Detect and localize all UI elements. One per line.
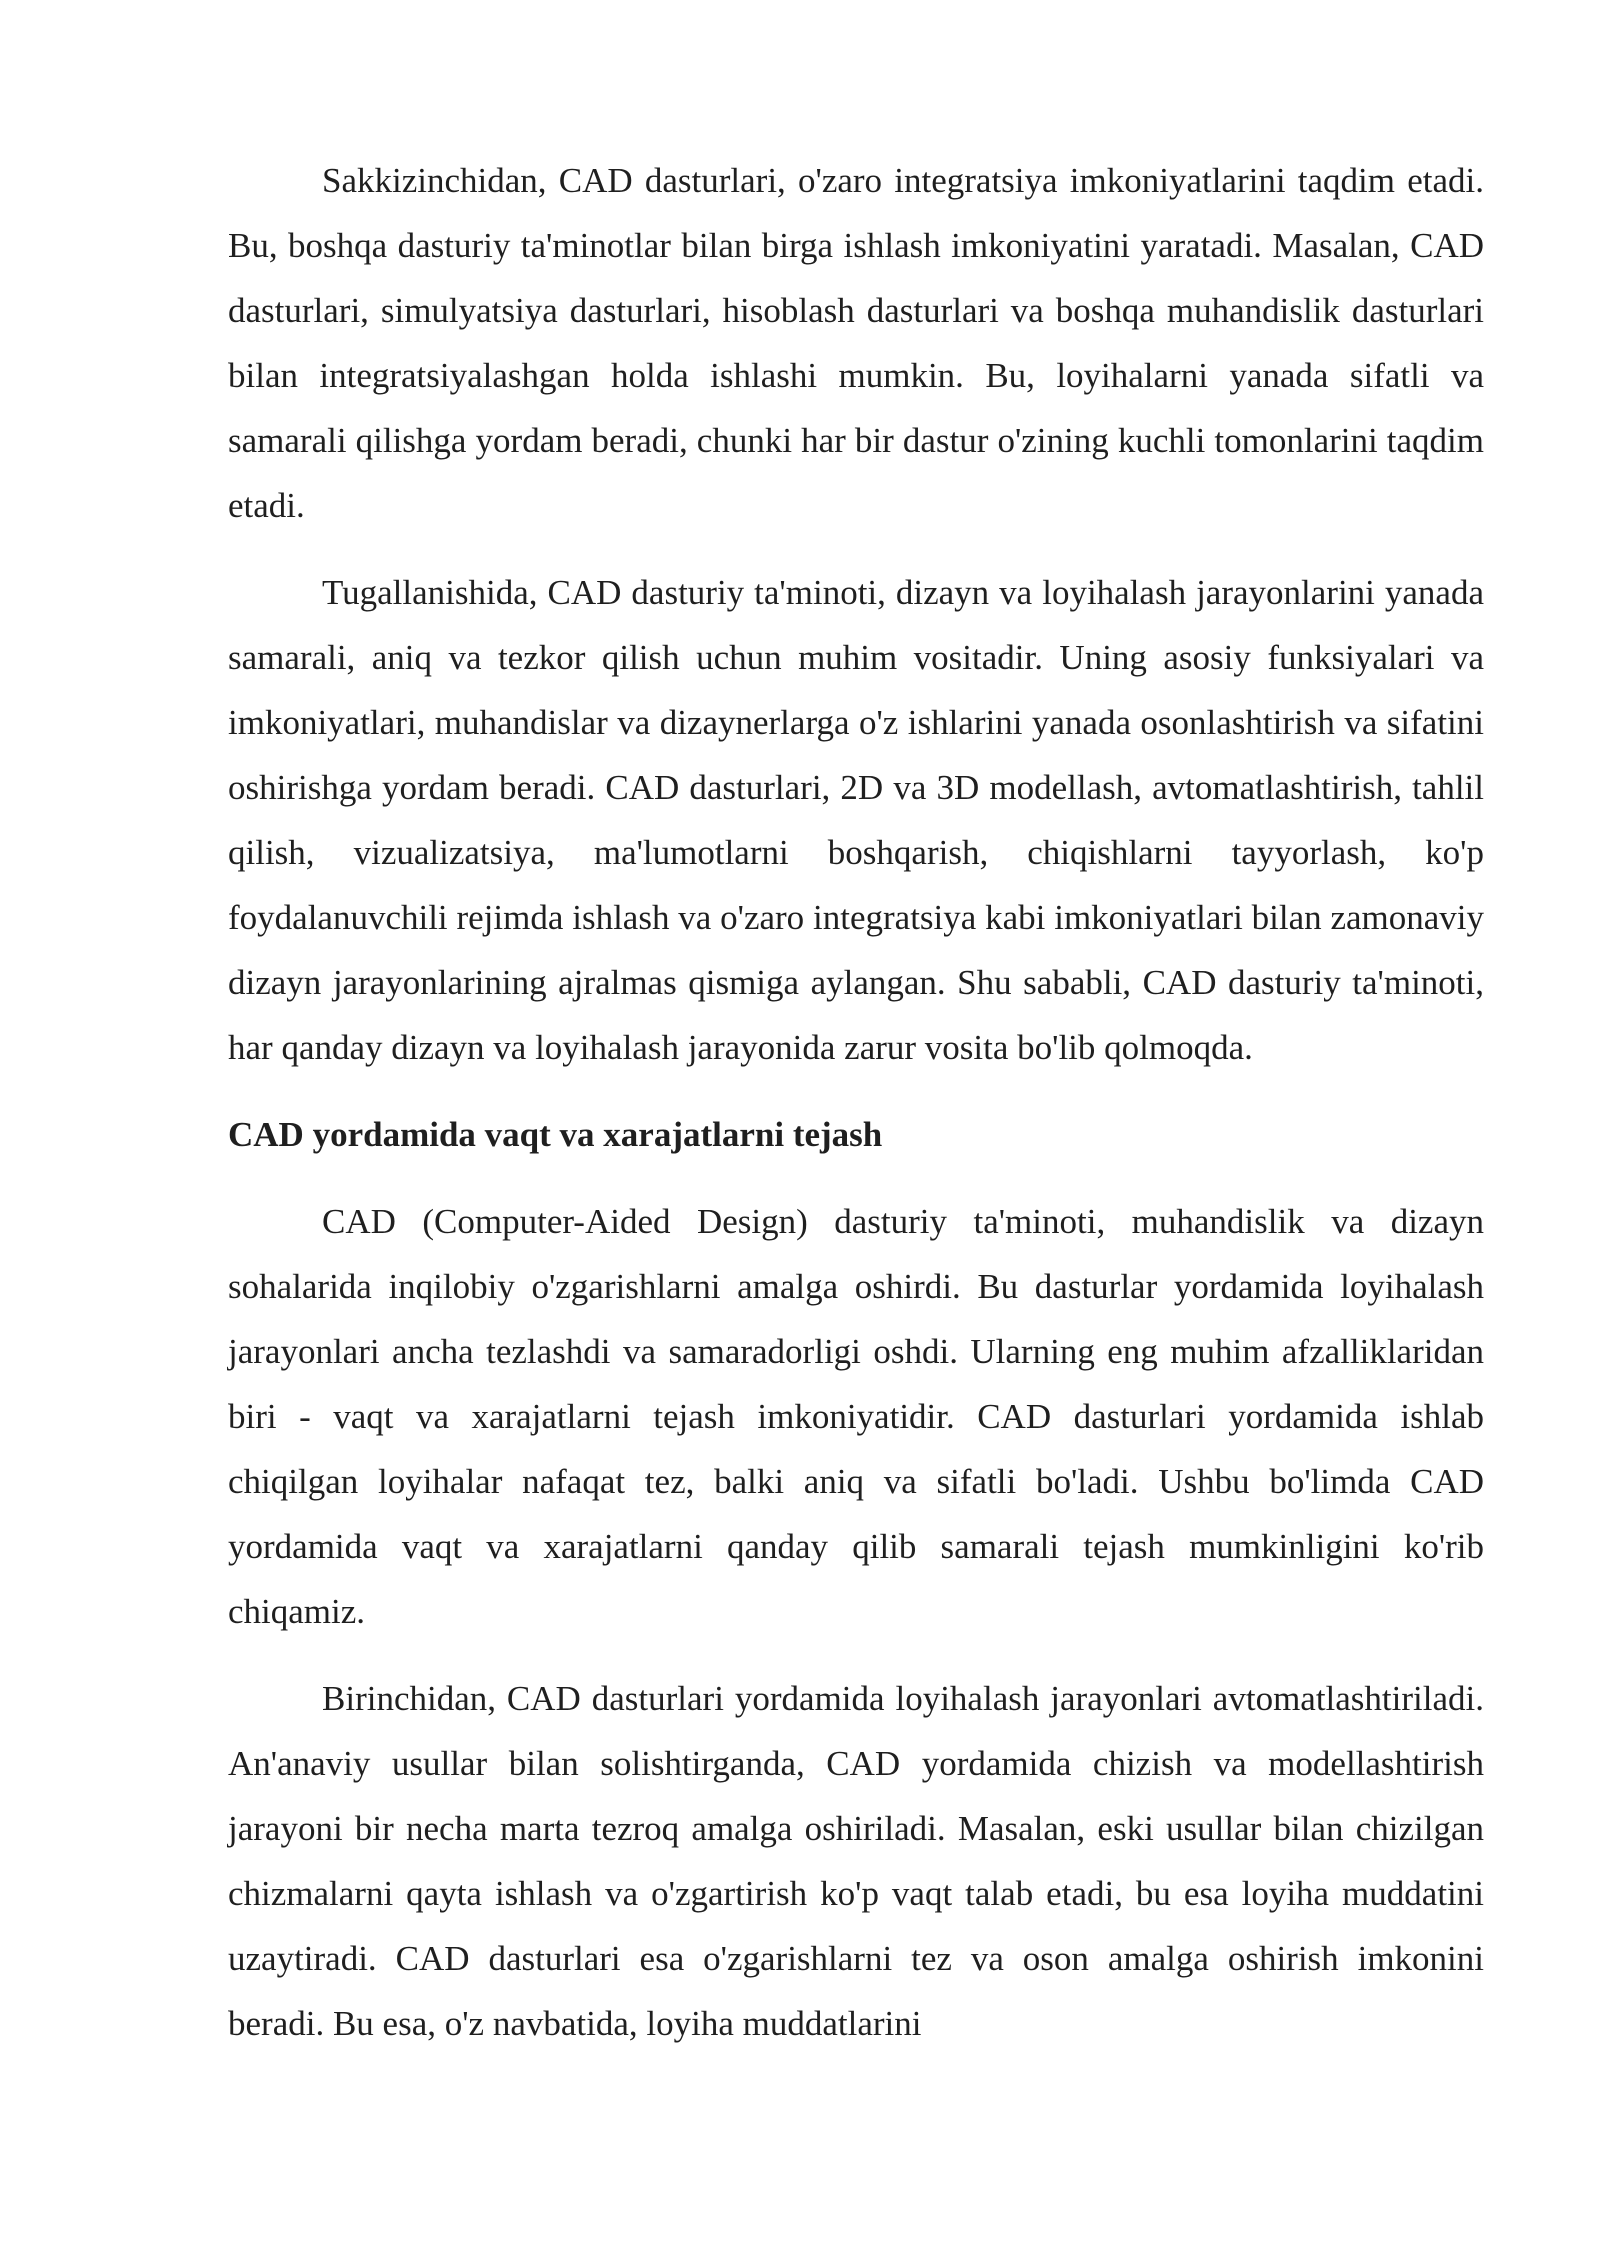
- section-heading: CAD yordamida vaqt va xarajatlarni tejash: [228, 1115, 883, 1154]
- paragraph-intro: CAD (Computer-Aided Design) dasturiy ta'minoti, muhandislik va dizayn sohalarida inqilobiy o'zgarishlarni amalga oshirdi. Bu dasturlar yordamida loyihalash jarayonlari ancha tezlashdi va samaradorligi oshdi. Ularning eng muhim afzalliklaridan biri - vaqt va xarajatlarni tejash imkoniyatidir. CAD dasturlari yordamida ishlab chiqilgan loyihalar nafaqat tez, balki aniq va sifatli bo'ladi. Ushbu bo'limda CAD yordamida vaqt va xarajatlarni qanday qilib samarali tejash mumkinligini ko'rib chiqamiz.: [228, 1202, 1484, 1631]
- paragraph-first-point: Birinchidan, CAD dasturlari yordamida loyihalash jarayonlari avtomatlashtiriladi. An'anaviy usullar bilan solishtirganda, CAD yordamida chizish va modellashtirish jarayoni bir necha marta tezroq amalga oshiriladi. Masalan, eski usullar bilan chizilgan chizmalarni qayta ishlash va o'zgartirish ko'p vaqt talab etadi, bu esa loyiha muddatini uzaytiradi. CAD dasturlari esa o'zgarishlarni tez va oson amalga oshirish imkonini beradi. Bu esa, o'z navbatida, loyiha muddatlarini: [228, 1679, 1484, 2043]
- document-body: [228, 148, 1484, 2078]
- paragraph-conclusion: Tugallanishida, CAD dasturiy ta'minoti, dizayn va loyihalash jarayonlarini yanada samarali, aniq va tezkor qilish uchun muhim vositadir. Uning asosiy funksiyalari va imkoniyatlari, muhandislar va dizaynerlarga o'z ishlarini yanada osonlashtirish va sifatini oshirishga yordam beradi. CAD dasturlari, 2D va 3D modellash, avtomatlashtirish, tahlil qilish, vizualizatsiya, ma'lumotlarni boshqarish, chiqishlarni tayyorlash, ko'p foydalanuvchili rejimda ishlash va o'zaro integratsiya kabi imkoniyatlari bilan zamonaviy dizayn jarayonlarining ajralmas qismiga aylangan. Shu sababli, CAD dasturiy ta'minoti, har qanday dizayn va loyihalash jarayonida zarur vosita bo'lib qolmoqda.: [228, 573, 1484, 1067]
- paragraph-integration: Sakkizinchidan, CAD dasturlari, o'zaro integratsiya imkoniyatlarini taqdim etadi. Bu, boshqa dasturiy ta'minotlar bilan birga ishlash imkoniyatini yaratadi. Masalan, CAD dasturlari, simulyatsiya dasturlari, hisoblash dasturlari va boshqa muhandislik dasturlari bilan integratsiyalashgan holda ishlashi mumkin. Bu, loyihalarni yanada sifatli va samarali qilishga yordam beradi, chunki har bir dastur o'zining kuchli tomonlarini taqdim etadi.: [228, 161, 1484, 525]
